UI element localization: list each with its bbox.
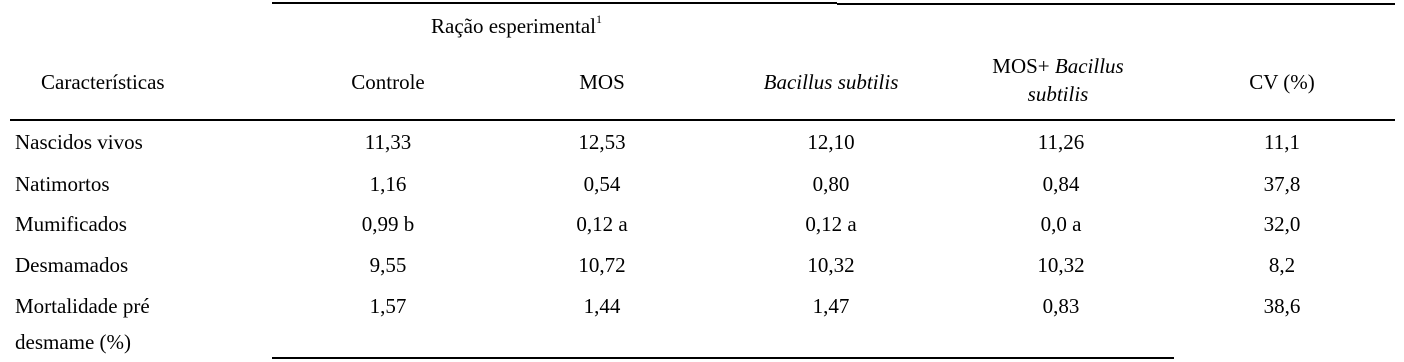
column-header-mos: MOS (579, 70, 625, 94)
column-header-bacillus-subtilis: Bacillus subtilis (763, 70, 899, 94)
cell-mos-bacillus: 0,83 (1042, 294, 1080, 318)
cell-bacillus: 10,32 (807, 253, 855, 277)
cell-controle: 1,16 (369, 172, 407, 196)
group-header-footnote: 1 (596, 12, 603, 26)
group-header-text: Ração esperimental (431, 14, 597, 38)
cell-mos: 1,44 (583, 294, 621, 318)
cell-mos-bacillus: 11,26 (1037, 130, 1085, 154)
cell-cv: 32,0 (1263, 212, 1301, 236)
cell-controle: 9,55 (369, 253, 407, 277)
cell-mos: 10,72 (578, 253, 626, 277)
group-header (431, 14, 602, 39)
cell-controle: 0,99 b (361, 212, 415, 236)
cell-cv: 38,6 (1263, 294, 1301, 318)
cell-mos-bacillus: 10,32 (1037, 253, 1085, 277)
cell-bacillus: 0,80 (812, 172, 850, 196)
cell-mos: 0,54 (583, 172, 621, 196)
header-bottom-rule (10, 119, 1395, 121)
row-label-line-1: Mortalidade pré (15, 294, 150, 318)
cell-mos: 12,53 (578, 130, 626, 154)
cell-mos: 0,12 a (576, 212, 628, 236)
cell-controle: 11,33 (364, 130, 412, 154)
column-header-mos-bacillus: MOS+ Bacillus subtilis (992, 54, 1124, 106)
top-rule-left (272, 2, 837, 4)
cell-mos-bacillus: 0,84 (1042, 172, 1080, 196)
cell-bacillus: 0,12 a (805, 212, 857, 236)
top-rule-right (837, 3, 1395, 5)
column-header-controle: Controle (351, 70, 425, 94)
cell-controle: 1,57 (369, 294, 407, 318)
cell-cv: 11,1 (1264, 130, 1300, 154)
column-header-cv: CV (%) (1249, 70, 1315, 94)
cell-bacillus: 12,10 (807, 130, 855, 154)
cell-cv: 8,2 (1268, 253, 1296, 277)
column-header-characteristics: Características (41, 70, 165, 94)
row-label: Nascidos vivos (15, 130, 143, 154)
row-label: Natimortos (15, 172, 110, 196)
bottom-rule (272, 357, 1174, 359)
row-label-line-2: desmame (%) (15, 330, 132, 354)
cell-mos-bacillus: 0,0 a (1040, 212, 1082, 236)
row-label: Mumificados (15, 212, 127, 236)
cell-bacillus: 1,47 (812, 294, 850, 318)
row-label: Desmamados (15, 253, 129, 277)
cell-cv: 37,8 (1263, 172, 1301, 196)
